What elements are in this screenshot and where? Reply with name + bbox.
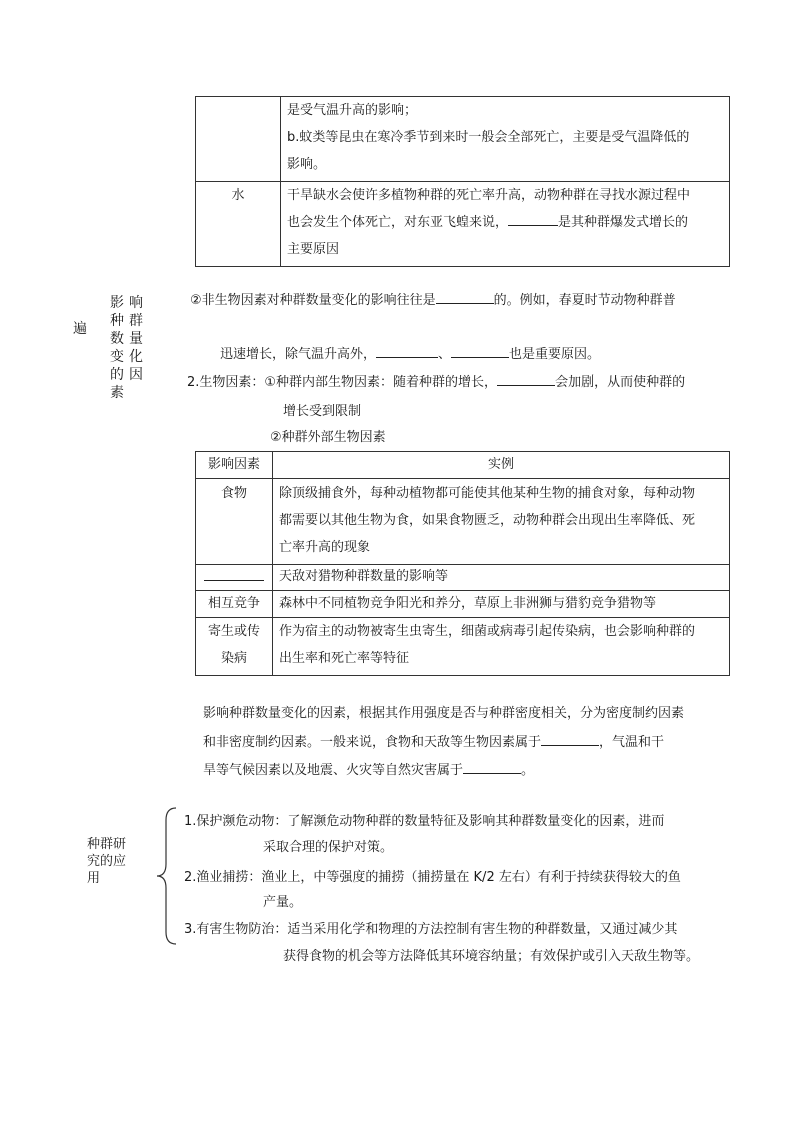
application-item-3-line-1: 3.有害生物防治：适当采用化学和物理的方法控制有害生物的种群数量，又通过减少其 bbox=[184, 922, 678, 937]
application-item-2-line-1: 2.渔业捕捞：渔业上，中等强度的捕捞（捕捞量在 K/2 左右）有利于持续获得较大的鱼 bbox=[184, 870, 681, 885]
food-line: 除顶级捕食外，每种动植物都可能使其他某种生物的捕食对象，每种动物 bbox=[279, 486, 696, 501]
application-item-1-line-1: 1.保护濒危动物：了解濒危动物种群的数量特征及影响其种群数量变化的因素，进而 bbox=[184, 814, 665, 829]
answer-blank[interactable] bbox=[463, 761, 521, 774]
water-line: 干旱缺水会使许多植物种群的死亡率升高，动物种群在寻找水源过程中 bbox=[287, 188, 691, 203]
food-line: 都需要以其他生物为食，如果食物匮乏，动物种群会出现出生率降低、死 bbox=[279, 513, 696, 528]
biotic-line-2: 增长受到限制 bbox=[283, 404, 362, 419]
parasite-label-line: 染病 bbox=[220, 651, 247, 666]
abiotic-line-2: 迅速增长，除气温升高外， 、 也是重要原因。 bbox=[220, 347, 601, 362]
answer-blank[interactable] bbox=[436, 291, 494, 304]
temperature-line: 是受气温升高的影响； bbox=[287, 103, 418, 118]
predator-text-cell: 天敌对猎物种群数量的影响等 bbox=[273, 565, 730, 591]
side-label-column-2: 响群量化因 bbox=[129, 295, 143, 383]
competition-label-cell: 相互竞争 bbox=[196, 591, 273, 618]
parasite-label-cell bbox=[196, 618, 273, 676]
temperature-line: b.蚊类等昆虫在寒冷季节到来时一般会全部死亡，主要是受气温降低的 bbox=[287, 130, 690, 145]
temperature-text-cell bbox=[281, 97, 730, 182]
application-label: 种群研 究的应 用 bbox=[87, 837, 127, 886]
parasite-line: 出生率和死亡率等特征 bbox=[279, 651, 410, 666]
predator-label-cell bbox=[196, 565, 273, 591]
water-line: 也会发生个体死亡，对东亚飞蝗来说， 是其种群爆发式增长的 bbox=[287, 215, 689, 230]
side-label-column-1: 影种数变的素 bbox=[110, 295, 124, 401]
temperature-label-cell bbox=[196, 97, 281, 182]
water-label-cell bbox=[196, 182, 281, 267]
food-text-cell bbox=[273, 479, 730, 565]
answer-blank[interactable] bbox=[497, 373, 555, 386]
answer-blank[interactable] bbox=[508, 213, 558, 226]
food-label-cell: 食物 bbox=[196, 479, 273, 565]
temperature-line: 影响。 bbox=[287, 157, 327, 172]
header-factor: 影响因素 bbox=[196, 452, 273, 479]
application-item-2-line-2: 产量。 bbox=[263, 895, 303, 910]
water-label: 水 bbox=[231, 188, 245, 203]
abiotic-line-1: ②非生物因素对种群数量变化的影响往往是 的。例如，春夏时节动物种群普 bbox=[190, 293, 676, 308]
biotic-line-1: 2.生物因素：①种群内部生物因素：随着种群的增长， 会加剧，从而使种群的 bbox=[187, 375, 686, 390]
density-line-2: 和非密度制约因素。一般来说，食物和天敌等生物因素属于 ，气温和干 bbox=[203, 735, 665, 750]
application-item-1-line-2: 采取合理的保护对策。 bbox=[263, 840, 394, 855]
application-item-3-line-2: 获得食物的机会等方法降低其环境容纳量；有效保护或引入天敌生物等。 bbox=[283, 949, 700, 964]
competition-text-cell: 森林中不同植物竞争阳光和养分，草原上非洲狮与猎豹竞争猎物等 bbox=[273, 591, 730, 618]
parasite-label-line: 寄生或传 bbox=[207, 624, 260, 639]
side-label-bian: 遍 bbox=[73, 321, 87, 337]
answer-blank[interactable] bbox=[204, 568, 264, 581]
answer-blank[interactable] bbox=[376, 345, 438, 358]
header-example: 实例 bbox=[273, 452, 730, 479]
answer-blank[interactable] bbox=[451, 345, 509, 358]
food-line: 亡率升高的现象 bbox=[279, 540, 371, 555]
parasite-text-cell bbox=[273, 618, 730, 676]
factor-table-continued bbox=[195, 96, 730, 267]
density-line-1: 影响种群数量变化的因素，根据其作用强度是否与种群密度相关，分为密度制约因素 bbox=[203, 706, 685, 721]
water-text-cell bbox=[281, 182, 730, 267]
external-biotic-table bbox=[195, 451, 730, 676]
water-line: 主要原因 bbox=[287, 242, 340, 257]
biotic-line-3: ②种群外部生物因素 bbox=[270, 430, 386, 445]
parasite-line: 作为宿主的动物被寄生虫寄生，细菌或病毒引起传染病，也会影响种群的 bbox=[279, 624, 696, 639]
answer-blank[interactable] bbox=[541, 733, 599, 746]
density-line-3: 旱等气候因素以及地震、火灾等自然灾害属于 。 bbox=[203, 763, 535, 778]
left-brace-icon bbox=[154, 806, 180, 946]
